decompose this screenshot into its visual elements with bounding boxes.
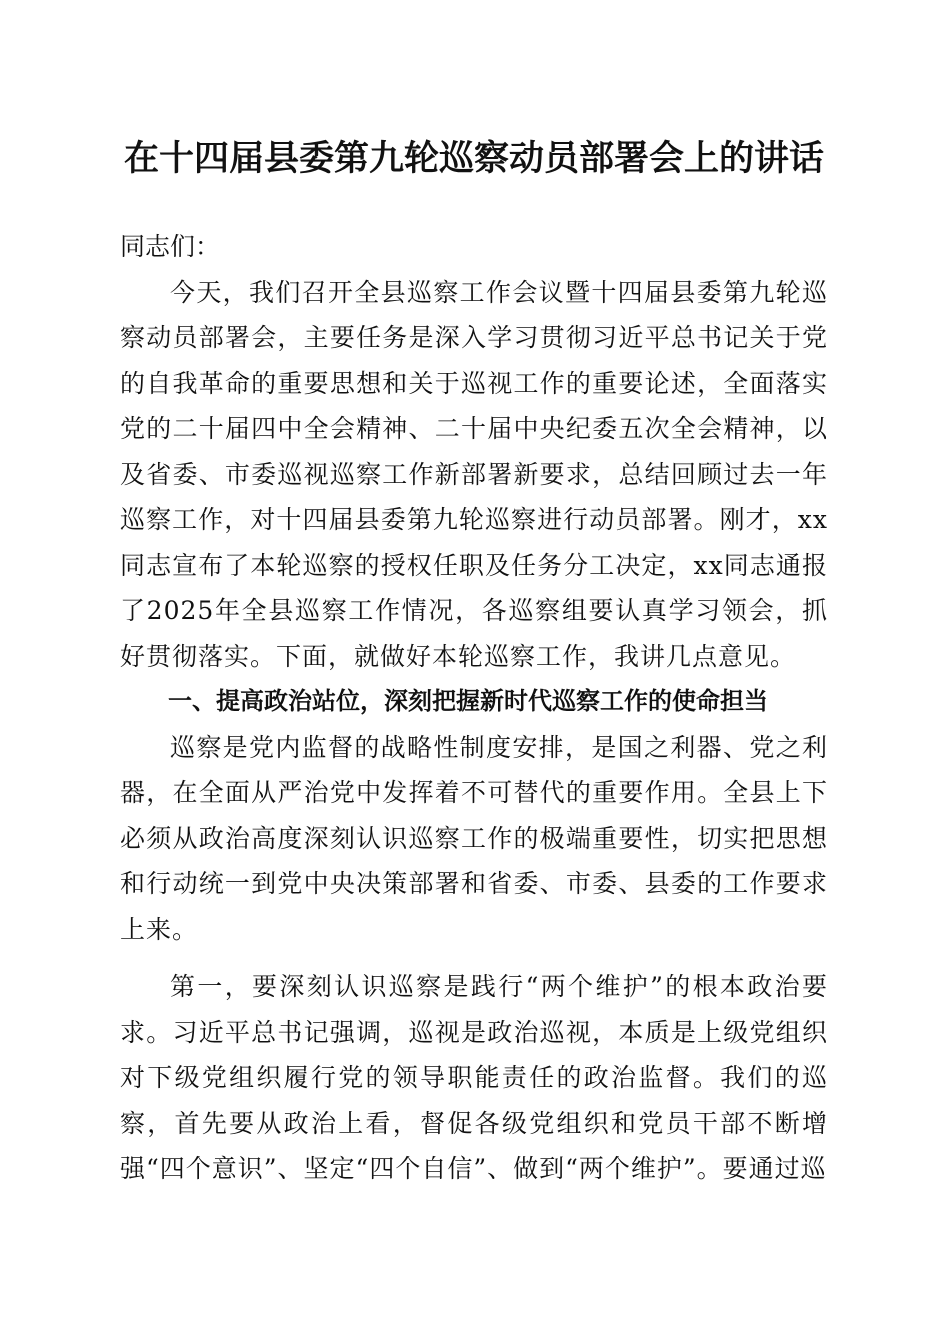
section-1-paragraph: 巡察是党内监督的战略性制度安排，是国之利器、党之利器，在全面从严治党中发挥着不可替代的重要作用。全县上下必须从政治高度深刻认识巡察工作的极端重要性，切实把思想和行动统一到党中央决策部署和省委、市委、县委的工作要求上来。 [120,732,828,944]
point-one-paragraph [120,964,828,1192]
document-title: 在十四届县委第九轮巡察动员部署会上的讲话 [123,138,824,179]
point-one-lead: 第一，要深刻认识巡察是践行“两个维护”的根本政治要求。 [120,972,828,1047]
point-one-body: 习近平总书记强调，巡视是政治巡视，本质是上级党组织对下级党组织履行党的领导职能责任的政治监督。我们的巡察，首先要从政治上看，督促各级党组织和党员干部不断增强“四个意识”、坚定“四个自信”、做到“两个维护”。要通过巡 [120,1017,828,1183]
opening-paragraph: 今天，我们召开全县巡察工作会议暨十四届县委第九轮巡察动员部署会，主要任务是深入学习贯彻习近平总书记关于党的自我革命的重要思想和关于巡视工作的重要论述，全面落实党的二十届四中全会精神、二十届中央纪委五次全会精神，以及省委、市委巡视巡察工作新部署新要求，总结回顾过去一年巡察工作，对十四届县委第九轮巡察进行动员部署。刚才，xx同志宣布了本轮巡察的授权任职及任务分工决定，xx同志通报了2025年全县巡察工作情况，各巡察组要认真学习领会，抓好贯彻落实。下面，就做好本轮巡察工作，我讲几点意见。 [120,277,828,671]
salutation: 同志们： [120,232,221,261]
document-body [120,134,828,1192]
section-heading-1: 一、提高政治站位，深刻把握新时代巡察工作的使命担当 [168,687,768,715]
paragraph-gap [120,952,828,964]
